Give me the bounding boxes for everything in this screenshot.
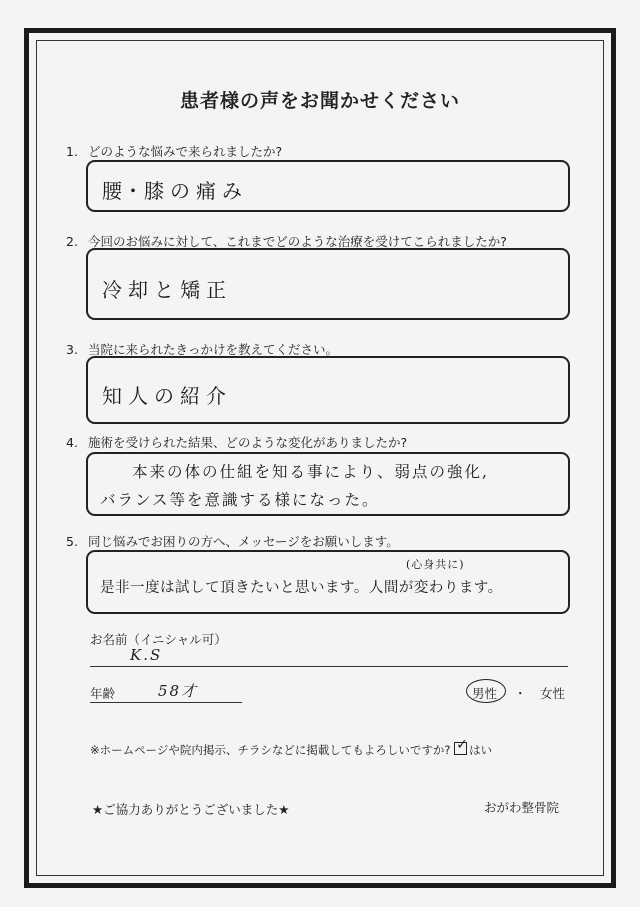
question-4: 4. 施術を受けられた結果、どのような変化がありましたか?	[66, 435, 408, 450]
answer-5: 是非一度は試して頂きたいと思います。人間が変わります。	[100, 580, 503, 596]
name-value: K.S	[130, 646, 163, 664]
age-underline	[90, 702, 242, 703]
name-underline	[90, 666, 568, 667]
gender-separator: ・	[514, 686, 527, 701]
consent-checkbox: ✓	[456, 737, 468, 753]
name-label: お名前（イニシャル可）	[90, 632, 227, 647]
clinic-name: おがわ整骨院	[484, 800, 560, 815]
answer-box-1	[86, 160, 570, 212]
answer-1: 腰･膝の痛み	[102, 179, 248, 203]
question-5: 5. 同じ悩みでお困りの方へ、メッセージをお願いします。	[66, 534, 399, 549]
answer-2: 冷却と矯正	[102, 278, 232, 302]
question-1: 1. どのような悩みで来られましたか?	[66, 144, 283, 159]
answer-box-5	[86, 550, 570, 614]
question-2: 2. 今回のお悩みに対して、これまでどのような治療を受けてこられましたか?	[66, 234, 507, 249]
question-3: 3. 当院に来られたきっかけを教えてください。	[66, 342, 339, 357]
answer-4-line-1: 本来の体の仕組を知る事により、弱点の強化,	[132, 463, 489, 481]
gender-female: 女性	[540, 686, 566, 701]
consent-note: ※ホームページや院内掲示、チラシなどに掲載してもよろしいですか? ✓ はい	[90, 737, 493, 757]
answer-box-4	[86, 452, 570, 516]
gender-male: 男性	[472, 686, 498, 701]
answer-4-line-2: バランス等を意識する様になった。	[100, 491, 380, 509]
age-label: 年齢	[90, 686, 116, 701]
answer-box-2	[86, 248, 570, 320]
page-title: 患者様の声をお聞かせください	[179, 90, 460, 112]
thanks-message: ★ご協力ありがとうございました★	[92, 802, 290, 817]
answer-box-3	[86, 356, 570, 424]
age-value: 58才	[158, 682, 199, 700]
answer-5-note: (心身共に)	[406, 558, 465, 571]
answer-3: 知人の紹介	[102, 384, 232, 408]
